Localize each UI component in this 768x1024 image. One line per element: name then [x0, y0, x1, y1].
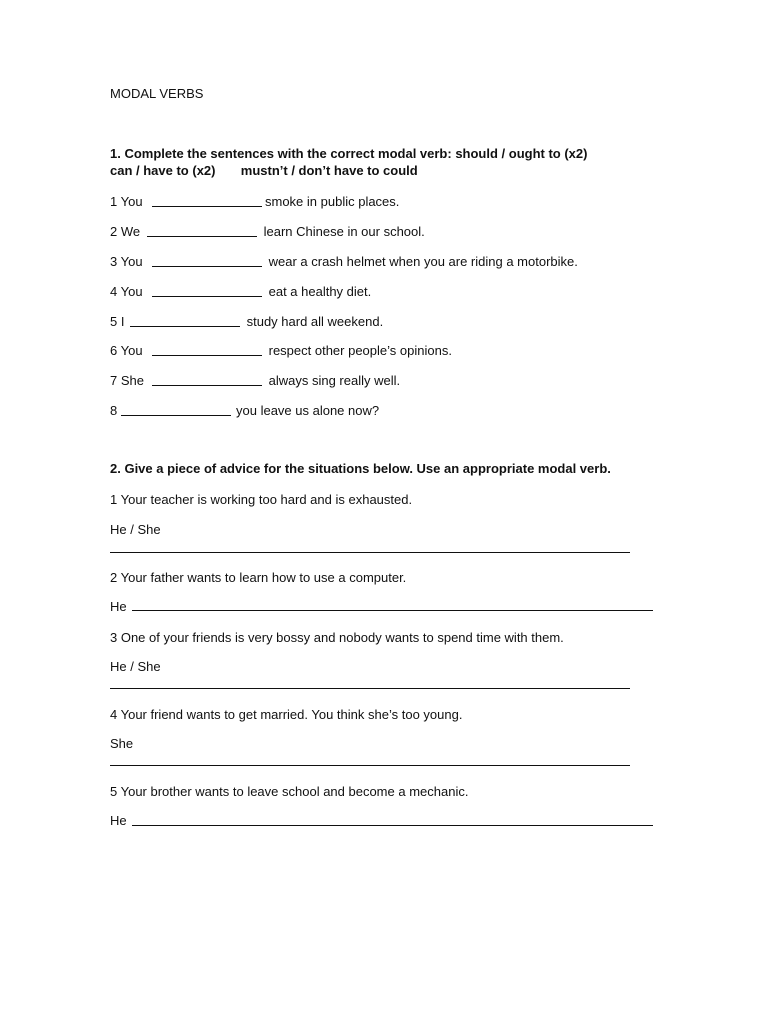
sentence-4-rest: eat a healthy diet. — [265, 284, 372, 299]
worksheet-title: MODAL VERBS — [110, 86, 204, 101]
blank-3[interactable] — [152, 266, 262, 267]
situation-4: 4 Your friend wants to get married. You think she’s too young. — [110, 707, 463, 722]
section2-instruction: 2. Give a piece of advice for the situations below. Use an appropriate modal verb. — [110, 461, 611, 476]
answer-line-3[interactable] — [110, 688, 630, 689]
subject-5: He — [110, 813, 127, 828]
blank-2[interactable] — [147, 236, 257, 237]
sentence-8: 8 — [110, 403, 118, 418]
sentence-5: 5 I — [110, 314, 125, 329]
sentence-8-rest: you leave us alone now? — [236, 403, 380, 418]
situation-5: 5 Your brother wants to leave school and become a mechanic. — [110, 784, 469, 799]
sentence-3-rest: wear a crash helmet when you are riding a motorbike. — [265, 254, 578, 269]
answer-line-2[interactable] — [132, 610, 653, 611]
sentence-2-rest: learn Chinese in our school. — [260, 224, 425, 239]
section1-instruction-line1: 1. Complete the sentences with the correct modal verb: should / ought to (x2) — [110, 146, 588, 161]
blank-5[interactable] — [130, 326, 240, 327]
sentence-7: 7 She — [110, 373, 144, 388]
situation-1: 1 Your teacher is working too hard and is exhausted. — [110, 492, 413, 507]
blank-6[interactable] — [152, 355, 262, 356]
sentence-1: 1 You — [110, 194, 143, 209]
section1-instruction — [110, 145, 587, 179]
sentence-4: 4 You — [110, 284, 143, 299]
sentence-5-rest: study hard all weekend. — [243, 314, 384, 329]
sentence-3: 3 You — [110, 254, 143, 269]
sentence-6-rest: respect other people’s opinions. — [265, 343, 452, 358]
blank-1[interactable] — [152, 206, 262, 207]
answer-line-5[interactable] — [132, 825, 653, 826]
blank-7[interactable] — [152, 385, 262, 386]
blank-8[interactable] — [121, 415, 231, 416]
subject-4: She — [110, 736, 134, 751]
sentence-2: 2 We — [110, 224, 141, 239]
situation-2: 2 Your father wants to learn how to use a computer. — [110, 570, 407, 585]
section1-instruction-line2: can / have to (x2) mustn’t / don’t have to could — [110, 163, 418, 178]
sentence-7-rest: always sing really well. — [265, 373, 401, 388]
situation-3: 3 One of your friends is very bossy and nobody wants to spend time with them. — [110, 630, 564, 645]
sentence-6: 6 You — [110, 343, 143, 358]
blank-4[interactable] — [152, 296, 262, 297]
answer-line-1[interactable] — [110, 552, 630, 553]
subject-3: He / She — [110, 659, 161, 674]
subject-2: He — [110, 599, 127, 614]
answer-line-4[interactable] — [110, 765, 630, 766]
subject-1: He / She — [110, 522, 161, 537]
sentence-1-rest: smoke in public places. — [265, 194, 400, 209]
